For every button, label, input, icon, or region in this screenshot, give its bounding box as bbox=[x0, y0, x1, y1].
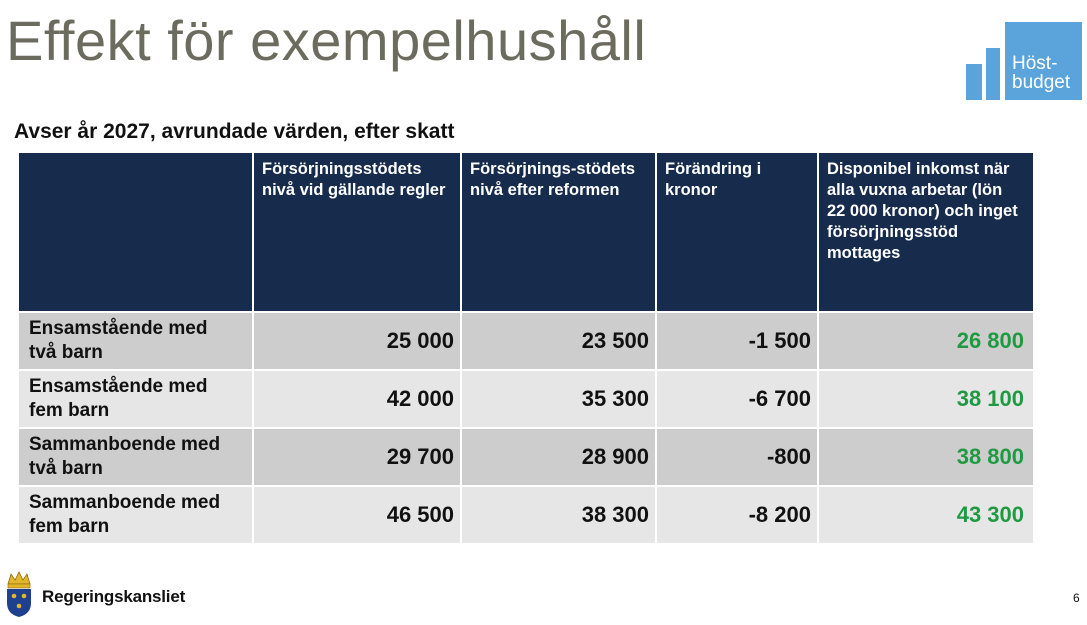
row-label-line2: två barn bbox=[29, 342, 103, 363]
cell-change: -800 bbox=[656, 428, 818, 486]
row-label bbox=[18, 370, 253, 428]
household-effect-table bbox=[17, 151, 1035, 545]
table-row bbox=[18, 486, 1034, 544]
cell-disposable-income: 38 100 bbox=[818, 370, 1034, 428]
row-label bbox=[18, 428, 253, 486]
table-row bbox=[18, 370, 1034, 428]
hostbudget-logo bbox=[964, 20, 1084, 102]
page-title: Effekt för exempelhushåll bbox=[6, 9, 647, 72]
row-label bbox=[18, 486, 253, 544]
table-row bbox=[18, 312, 1034, 370]
cell-change: -6 700 bbox=[656, 370, 818, 428]
page-number: 6 bbox=[1073, 591, 1080, 605]
crown-shield-emblem-icon bbox=[4, 570, 34, 618]
row-label-line1: Ensamstående med bbox=[29, 376, 208, 397]
row-label-line1: Sammanboende med bbox=[29, 492, 221, 513]
logo-text-line2: budget bbox=[1012, 72, 1071, 93]
row-label-line1: Sammanboende med bbox=[29, 434, 221, 455]
row-label-line2: fem barn bbox=[29, 516, 110, 537]
header-change-kronor: Förändring i kronor bbox=[656, 152, 818, 312]
cell-disposable-income: 38 800 bbox=[818, 428, 1034, 486]
table-row bbox=[18, 428, 1034, 486]
header-disposable-income: Disponibel inkomst när alla vuxna arbetar (lön 22 000 kronor) och inget försörjningsstöd mottages bbox=[818, 152, 1034, 312]
header-current-level: Försörjningsstödets nivå vid gällande regler bbox=[253, 152, 461, 312]
cell-level-after-reform: 28 900 bbox=[461, 428, 656, 486]
cell-current-level: 29 700 bbox=[253, 428, 461, 486]
cell-level-after-reform: 23 500 bbox=[461, 312, 656, 370]
organization-name: Regeringskansliet bbox=[42, 587, 186, 606]
cell-change: -8 200 bbox=[656, 486, 818, 544]
table-subtitle: Avser år 2027, avrundade värden, efter skatt bbox=[14, 120, 455, 143]
row-label bbox=[18, 312, 253, 370]
table-header-row bbox=[18, 152, 1034, 312]
logo-bar-tall bbox=[986, 48, 1000, 100]
logo-box bbox=[1005, 22, 1082, 100]
cell-disposable-income: 26 800 bbox=[818, 312, 1034, 370]
cell-current-level: 25 000 bbox=[253, 312, 461, 370]
row-label-line2: två barn bbox=[29, 458, 103, 479]
cell-level-after-reform: 35 300 bbox=[461, 370, 656, 428]
logo-bar-short bbox=[966, 64, 982, 100]
cell-level-after-reform: 38 300 bbox=[461, 486, 656, 544]
cell-current-level: 46 500 bbox=[253, 486, 461, 544]
cell-disposable-income: 43 300 bbox=[818, 486, 1034, 544]
header-empty bbox=[18, 152, 253, 312]
logo-text-line1: Höst- bbox=[1012, 53, 1058, 74]
row-label-line1: Ensamstående med bbox=[29, 318, 208, 339]
row-label-line2: fem barn bbox=[29, 400, 110, 421]
header-level-after-reform: Försörjnings-stödets nivå efter reformen bbox=[461, 152, 656, 312]
cell-current-level: 42 000 bbox=[253, 370, 461, 428]
cell-change: -1 500 bbox=[656, 312, 818, 370]
